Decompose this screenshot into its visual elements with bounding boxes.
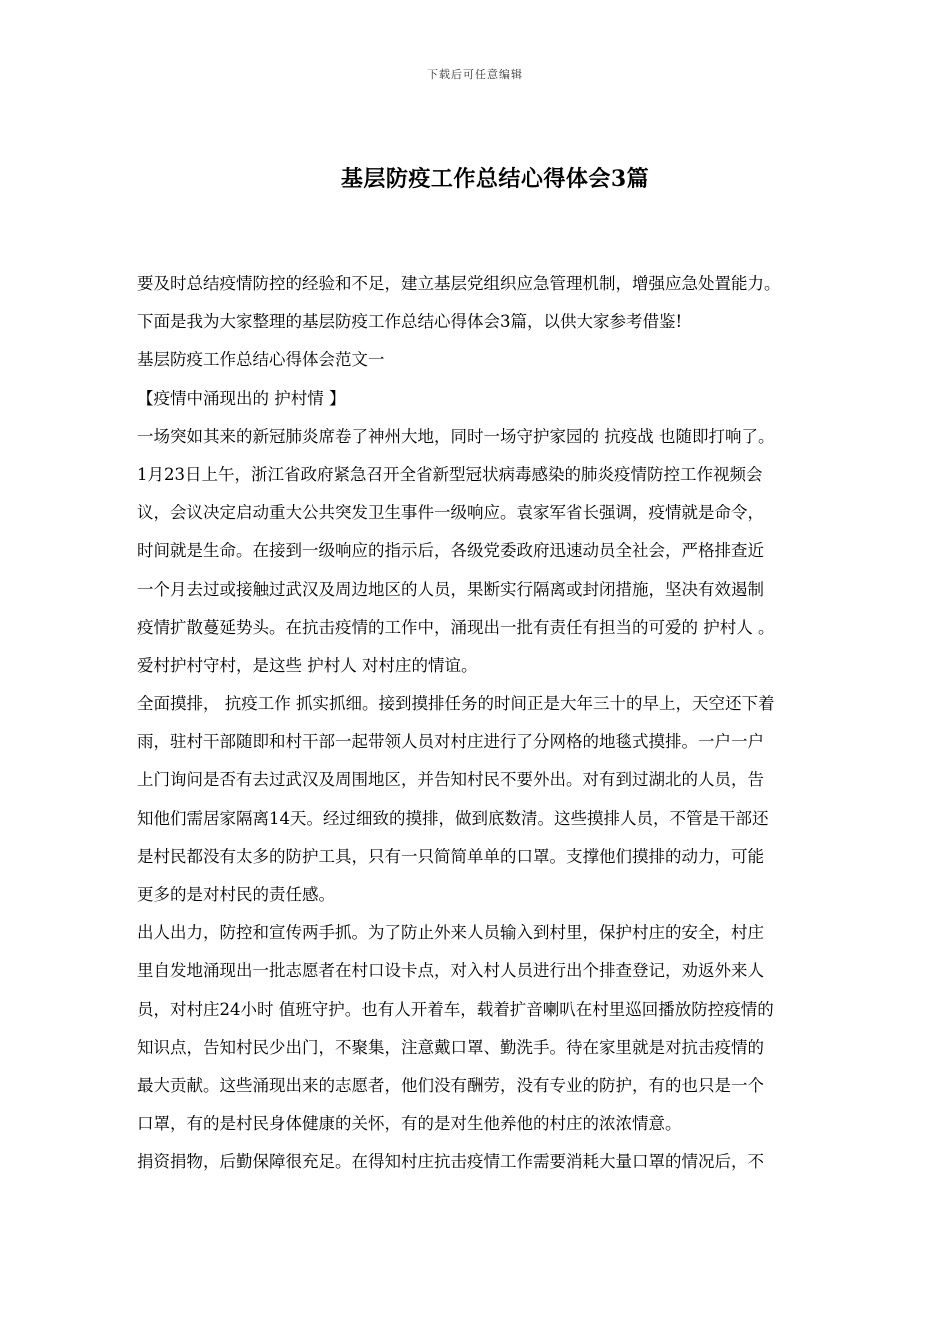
- text-line: 疫情扩散蔓延势头。在抗击疫情的工作中，涌现出一批有责任有担当的可爱的 护村人 。: [137, 617, 775, 637]
- header-note: 下载后可任意编辑: [427, 68, 523, 81]
- text-line: 出人出力，防控和宣传两手抓。为了防止外来人员输入到村里，保护村庄的安全，村庄: [137, 923, 764, 943]
- text-line: 要及时总结疫情防控的经验和不足，建立基层党组织应急管理机制，增强应急处置能力。: [137, 274, 781, 293]
- text-line: 时间就是生命。在接到一级响应的指示后，各级党委政府迅速动员全社会，严格排查近: [137, 541, 764, 561]
- text-line: 捐资捐物，后勤保障很充足。在得知村庄抗击疫情工作需要消耗大量口罩的情况后，不: [137, 1152, 764, 1172]
- section-heading: 基层防疫工作总结心得体会范文一: [137, 350, 385, 370]
- document-body: [137, 265, 897, 1182]
- text-line: 里自发地涌现出一批志愿者在村口设卡点，对入村人员进行出个排查登记，劝返外来人: [137, 961, 764, 981]
- text-line: 知他们需居家隔离14天。经过细致的摸排，做到底数清。这些摸排人员，不管是干部还: [137, 808, 769, 828]
- text-line: 是村民都没有太多的防护工具，只有一只简简单单的口罩。支撑他们摸排的动力，可能: [137, 846, 764, 866]
- text-line: 一个月去过或接触过武汉及周边地区的人员，果断实行隔离或封闭措施，坚决有效遏制: [137, 579, 764, 599]
- text-line: 知识点，告知村民少出门，不聚集，注意戴口罩、勤洗手。待在家里就是对抗击疫情的: [137, 1037, 764, 1057]
- text-line: 雨，驻村干部随即和村干部一起带领人员对村庄进行了分网格的地毯式摸排。一户一户: [137, 732, 764, 752]
- text-line: 员，对村庄24小时 值班守护。也有人开着车，载着扩音喇叭在村里巡回播放防控疫情的: [137, 999, 774, 1019]
- text-line: 全面摸排， 抗疫工作 抓实抓细。接到摸排任务的时间正是大年三十的早上，天空还下着: [137, 694, 775, 714]
- text-line: 最大贡献。这些涌现出来的志愿者，他们没有酬劳，没有专业的防护，有的也只是一个: [137, 1075, 764, 1095]
- text-line: 上门询问是否有去过武汉及周围地区，并告知村民不要外出。对有到过湖北的人员，告: [137, 770, 764, 790]
- text-line: 下面是我为大家整理的基层防疫工作总结心得体会3篇，以供大家参考借鉴!: [137, 312, 683, 332]
- subsection-heading: 【疫情中涌现出的 护村情 】: [137, 388, 346, 408]
- text-line: 更多的是对村民的责任感。: [137, 885, 335, 904]
- text-line: 爱村护村守村，是这些 护村人 对村庄的情谊。: [137, 655, 478, 675]
- text-line: 口罩，有的是村民身体健康的关怀，有的是对生他养他的村庄的浓浓情意。: [137, 1114, 682, 1134]
- text-line: 议，会议决定启动重大公共突发卫生事件一级响应。袁家军省长强调，疫情就是命令，: [137, 503, 764, 523]
- text-line: 1月23日上午，浙江省政府紧急召开全省新型冠状病毒感染的肺炎疫情防控工作视频会: [137, 464, 763, 484]
- text-line: 一场突如其来的新冠肺炎席卷了神州大地，同时一场守护家园的 抗疫战 也随即打响了。: [137, 426, 775, 446]
- document-title: 基层防疫工作总结心得体会3篇: [340, 166, 650, 192]
